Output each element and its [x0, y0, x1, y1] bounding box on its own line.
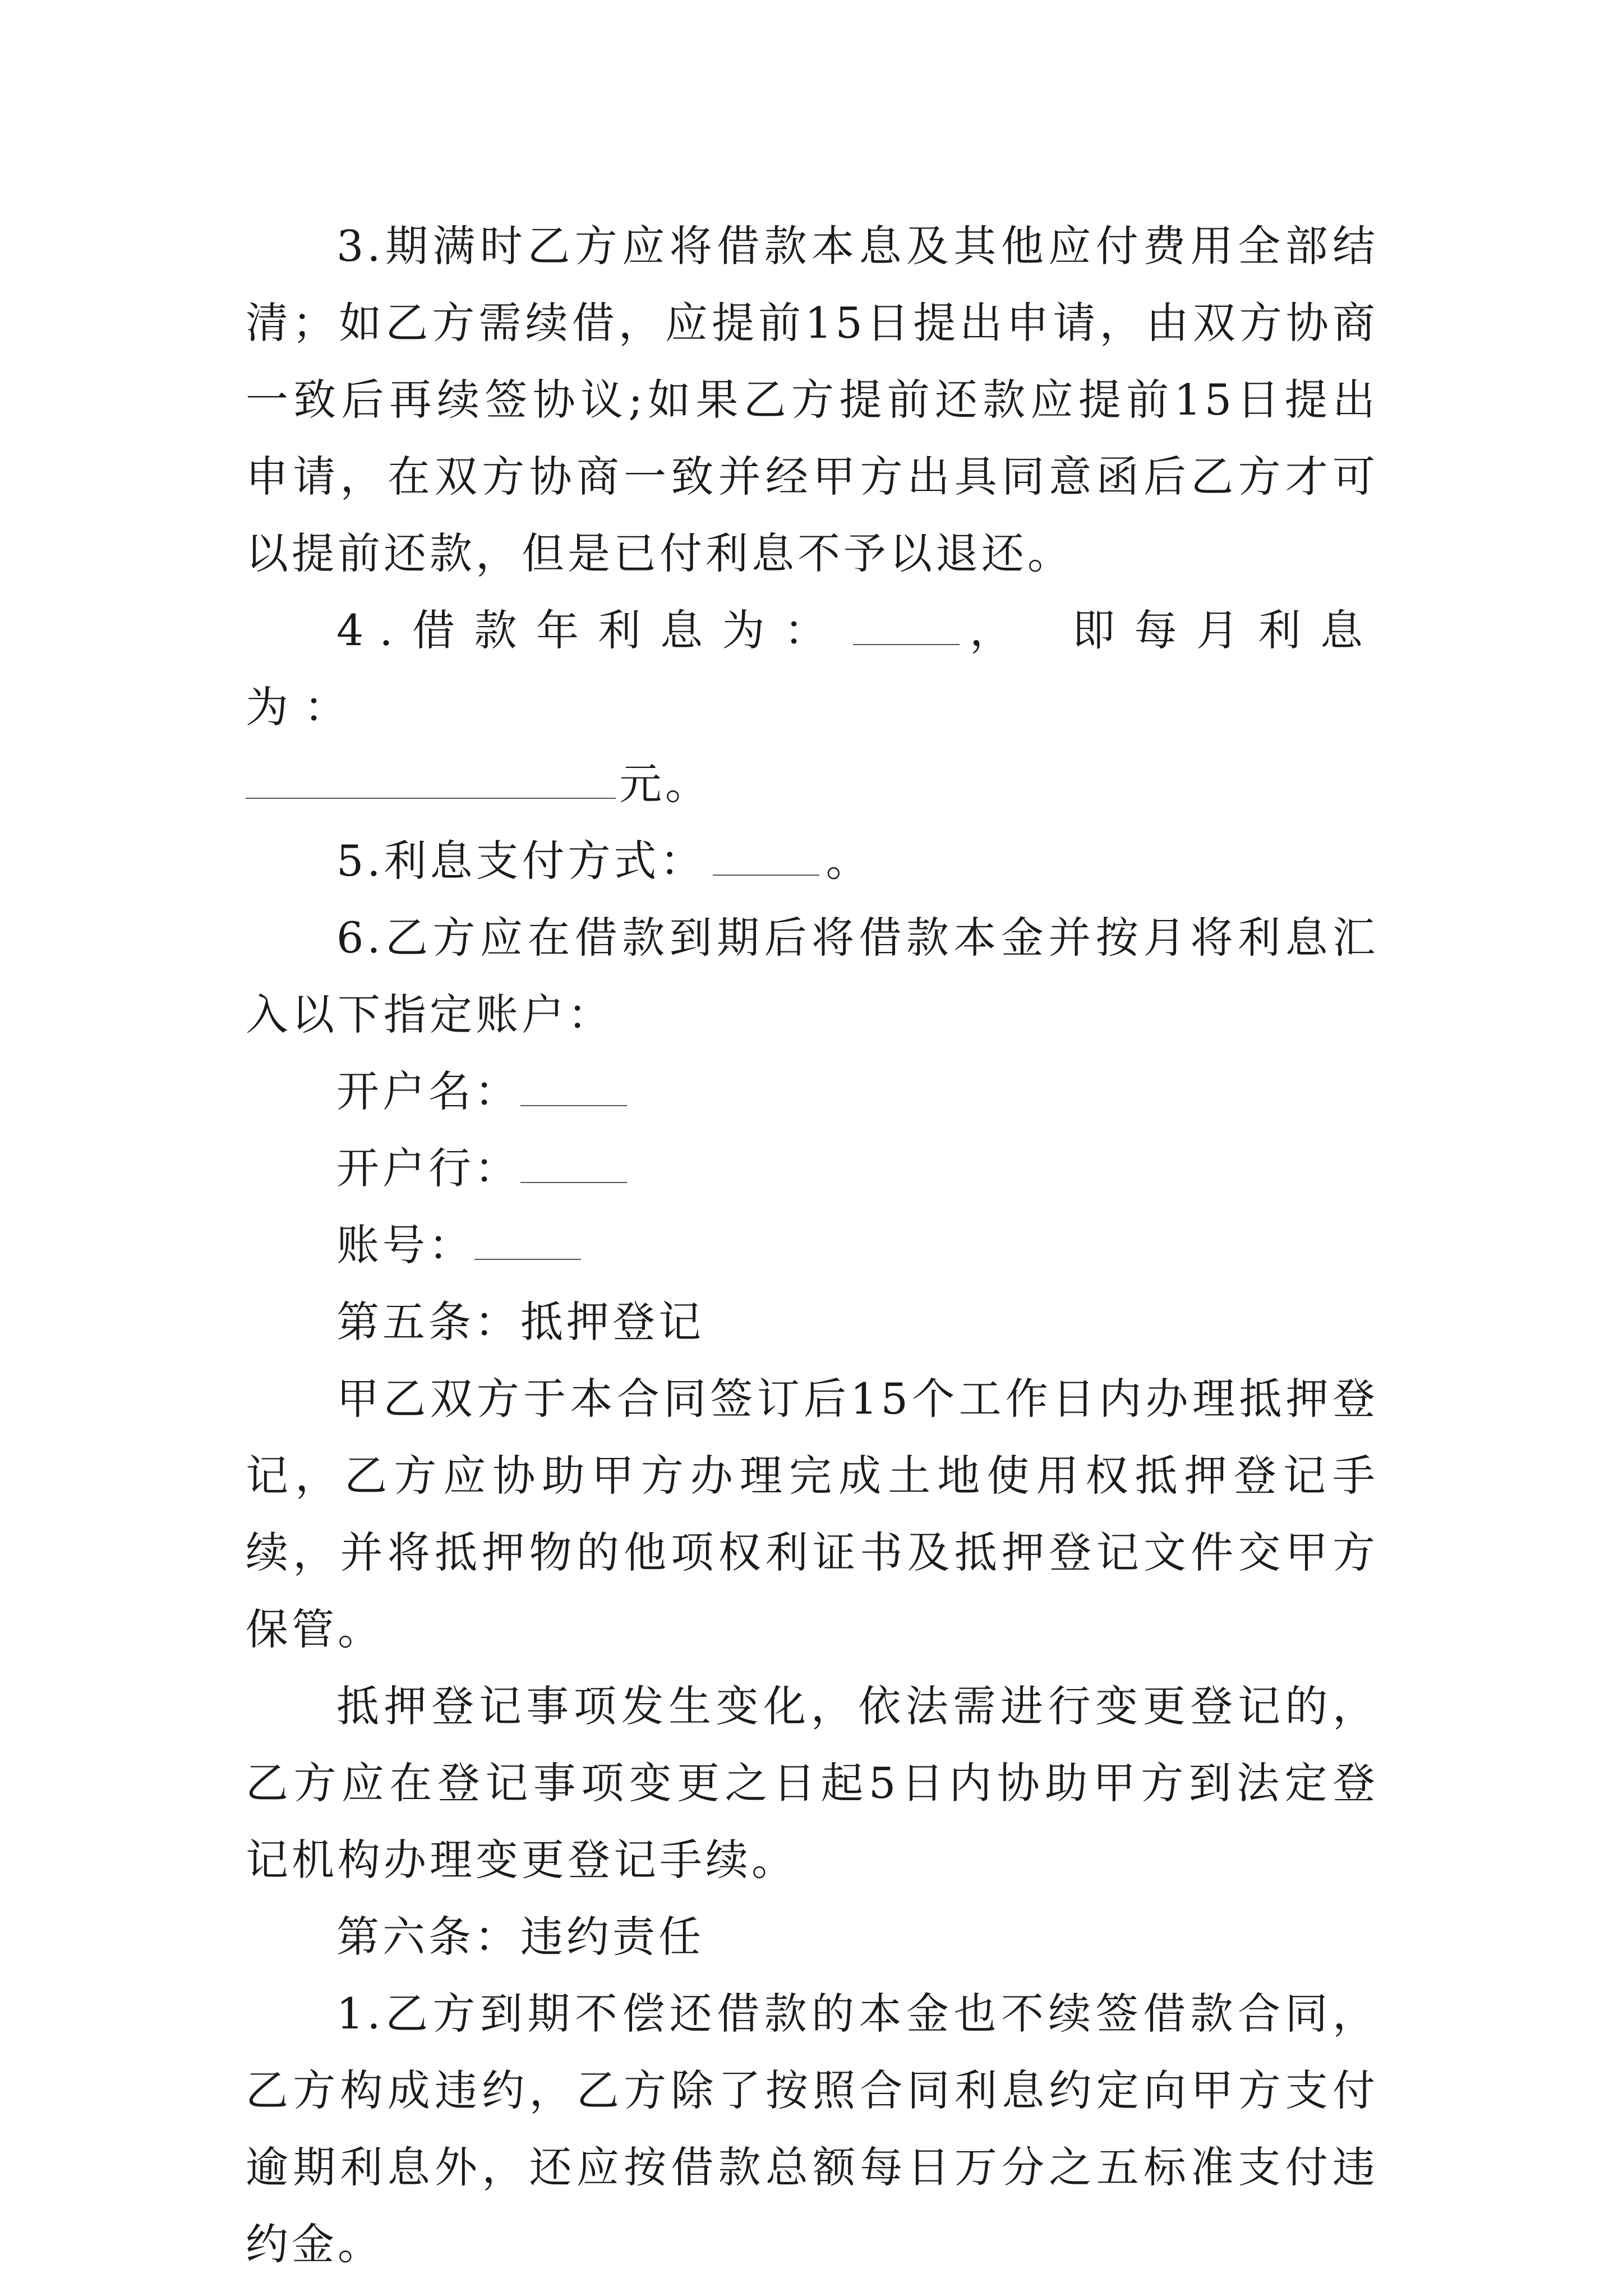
account-bank-blank	[520, 1148, 627, 1183]
clause-3-repayment: 3.期满时乙方应将借款本息及其他应付费用全部结清；如乙方需续借，应提前15日提出申请，由双方协商一致后再续签协议;如果乙方提前还款应提前15日提出申请，在双方协商一致并经甲方出具同意函后乙方才可以提前还款，但是已付利息不予以退还。	[246, 221, 1378, 578]
annual-interest-blank	[853, 610, 960, 645]
account-name-line	[246, 1053, 1378, 1130]
article-5-paragraph-2: 抵押登记事项发生变化，依法需进行变更登记的，乙方应在登记事项变更之日起5日内协助甲方到法定登记机构办理变更登记手续。	[246, 1681, 1378, 1885]
clause-4-interest	[246, 592, 1378, 746]
document-body	[246, 208, 1378, 2283]
yuan-label: 元。	[619, 759, 711, 809]
article-6-paragraph-1: 1.乙方到期不偿还借款的本金也不续签借款合同，乙方构成违约，乙方除了按照合同利息约定向甲方支付逾期利息外，还应按借款总额每日万分之五标准支付违约金。	[246, 1989, 1378, 2269]
account-name-label: 开户名：	[336, 1066, 520, 1116]
payment-method-blank	[713, 841, 819, 876]
account-number-line	[246, 1207, 1378, 1283]
clause-4-interest-cont	[246, 746, 1378, 822]
payment-method-label: 5.利息支付方式：	[336, 836, 706, 886]
payment-method-end: 。	[826, 836, 872, 886]
annual-interest-label: 4.借款年利息为：	[336, 605, 846, 655]
monthly-interest-blank	[246, 764, 616, 799]
article-6-title: 第六条：违约责任	[336, 1912, 704, 1962]
account-bank-line	[246, 1130, 1378, 1207]
clause-5-payment-method	[246, 822, 1378, 899]
account-bank-label: 开户行：	[336, 1143, 520, 1193]
article-5-paragraph-1: 甲乙双方于本合同签订后15个工作日内办理抵押登记，乙方应协助甲方办理完成土地使用权抵押登记手续，并将抵押物的他项权利证书及抵押登记文件交甲方保管。	[246, 1374, 1378, 1654]
account-number-label: 账号：	[336, 1220, 474, 1270]
account-number-blank	[474, 1225, 581, 1260]
article-5-title: 第五条：抵押登记	[336, 1297, 704, 1347]
monthly-interest-label: ， 即每月利息为：	[246, 605, 1379, 732]
clause-6-account: 6.乙方应在借款到期后将借款本金并按月将利息汇入以下指定账户：	[246, 913, 1378, 1039]
account-name-blank	[520, 1071, 627, 1106]
